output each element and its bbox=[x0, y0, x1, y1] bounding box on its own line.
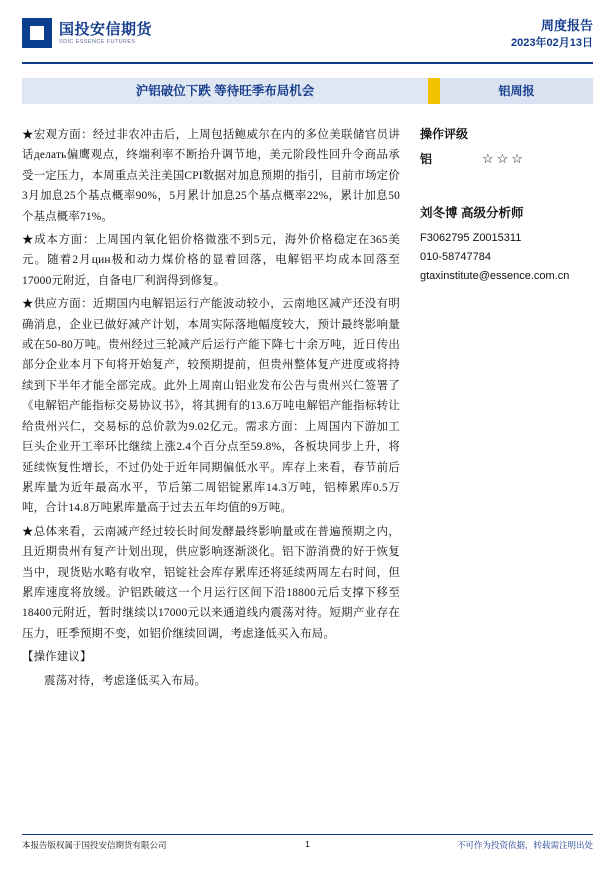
analyst-email[interactable]: gtaxinstitute@essence.com.cn bbox=[420, 270, 570, 282]
page-footer bbox=[22, 834, 593, 856]
rating-title: 操作评级 bbox=[420, 127, 469, 141]
logo-name-cn: 国投安信期货 bbox=[59, 20, 153, 38]
analyst-license: F3062795 Z0015311 bbox=[420, 232, 522, 244]
footer-page-number: 1 bbox=[305, 839, 310, 849]
report-date: 2023年02月13日 bbox=[511, 37, 593, 49]
header-meta bbox=[511, 18, 593, 51]
footer-copyright: 本报告版权属于国投安信期货有限公司 bbox=[22, 840, 167, 850]
rating-label: 铝 bbox=[420, 152, 433, 166]
sidebar-column bbox=[420, 125, 605, 286]
footer-divider bbox=[22, 834, 593, 835]
page-header bbox=[0, 0, 615, 68]
paragraph-summary: ★总体来看，云南减产经过较长时间发酵最终影响量或在普遍预期之内，且近期贵州有复产计划出现，供应影响逐渐淡化。铝下游消费的好于恢复当中，现货贴水略有收窄，铝锭社会库存累库还将延续两周左右时间，但累库速度将放缓。沪铝跌破这一个月运行区间下沿18800元后支撑下移至18400元附近，暂时继续以17000元以来通道线内震荡对待。短期产业存在压力，旺季预期不变，如铝价继续回调，考虑逢低买入布局。 bbox=[22, 525, 400, 640]
main-text-column bbox=[22, 125, 400, 694]
analyst-block bbox=[420, 203, 605, 286]
header-divider bbox=[22, 62, 593, 64]
title-band-accent bbox=[428, 78, 440, 104]
rating-row bbox=[420, 150, 605, 167]
company-logo bbox=[22, 18, 152, 48]
page-title: 沪铝破位下跌 等待旺季布局机会 bbox=[135, 84, 315, 98]
report-type: 周度报告 bbox=[540, 18, 593, 33]
paragraph-macro: ★宏观方面：经过非农冲击后，上周包括鲍威尔在内的多位美联储官员讲话делать偏鹰观点，终端利率不断抬升调节地，美元阶段性回升令商品承受一定压力，本周重点关注美国CPI数据对加息预期的指引，目前市场定价3月加息25个基点概率90%，5月累计加息25个基点概率22%，累计加息50个基点概率71%。 bbox=[22, 129, 400, 223]
paragraph-cost: ★成本方面：上周国内氧化铝价格微涨不到5元，海外价格稳定在365美元。随着2月цин极和动力煤价格的显着回落，电解铝平均成本回落至17000元附近，自备电厂利润得到修复。 bbox=[22, 234, 400, 287]
analyst-name: 刘冬博 高级分析师 bbox=[420, 206, 524, 220]
paragraph-supply: ★供应方面：近期国内电解铝运行产能波动较小，云南地区减产还没有明确消息，企业已做好减产计划，本周实际落地幅度较大，预计最终影响量或在50-80万吨。贵州经过三轮减产后运行产能下降七十余万吨，近日传出部分企业本月下旬将开始复产，较预期提前，但贵州整体复产进度或将持续到下半年才能全部完成。此外上周南山铝业发布公告与贵州兴仁签署了《电解铝产能指标交易协议书》，将其拥有的13.6万吨电解铝产能指标转让给贵州兴仁，交易标的总价款为9.02亿元。需求方面：上周国内下游加工巨头企业开工率环比继续上涨2.4个百分点至59.8%，各板块同步上升，将延续恢复性增长，不过仍处于近年同期偏低水平。库存上来看，春节前后累库量为近年最高水平，节后第二周铝锭累库14.3万吨，铝棒累库0.5万吨，合计14.8万吨累库量高于过去五年均值的9万吨。 bbox=[22, 298, 400, 515]
logo-mark-icon bbox=[22, 18, 52, 48]
content-area bbox=[22, 125, 593, 825]
report-tag: 铝周报 bbox=[498, 84, 535, 98]
logo-name-en: SDIC ESSENCE FUTURES bbox=[59, 38, 136, 45]
analyst-phone: 010-58747784 bbox=[420, 251, 491, 263]
title-band bbox=[22, 78, 593, 104]
paragraph-advice-body: 震荡对待，考虑逢低买入布局。 bbox=[44, 674, 207, 687]
footer-disclaimer: 不可作为投资依据，转载需注明出处 bbox=[456, 840, 593, 850]
paragraph-advice-heading: 【操作建议】 bbox=[22, 651, 92, 664]
rating-stars-icon: ☆☆☆ bbox=[482, 150, 526, 166]
